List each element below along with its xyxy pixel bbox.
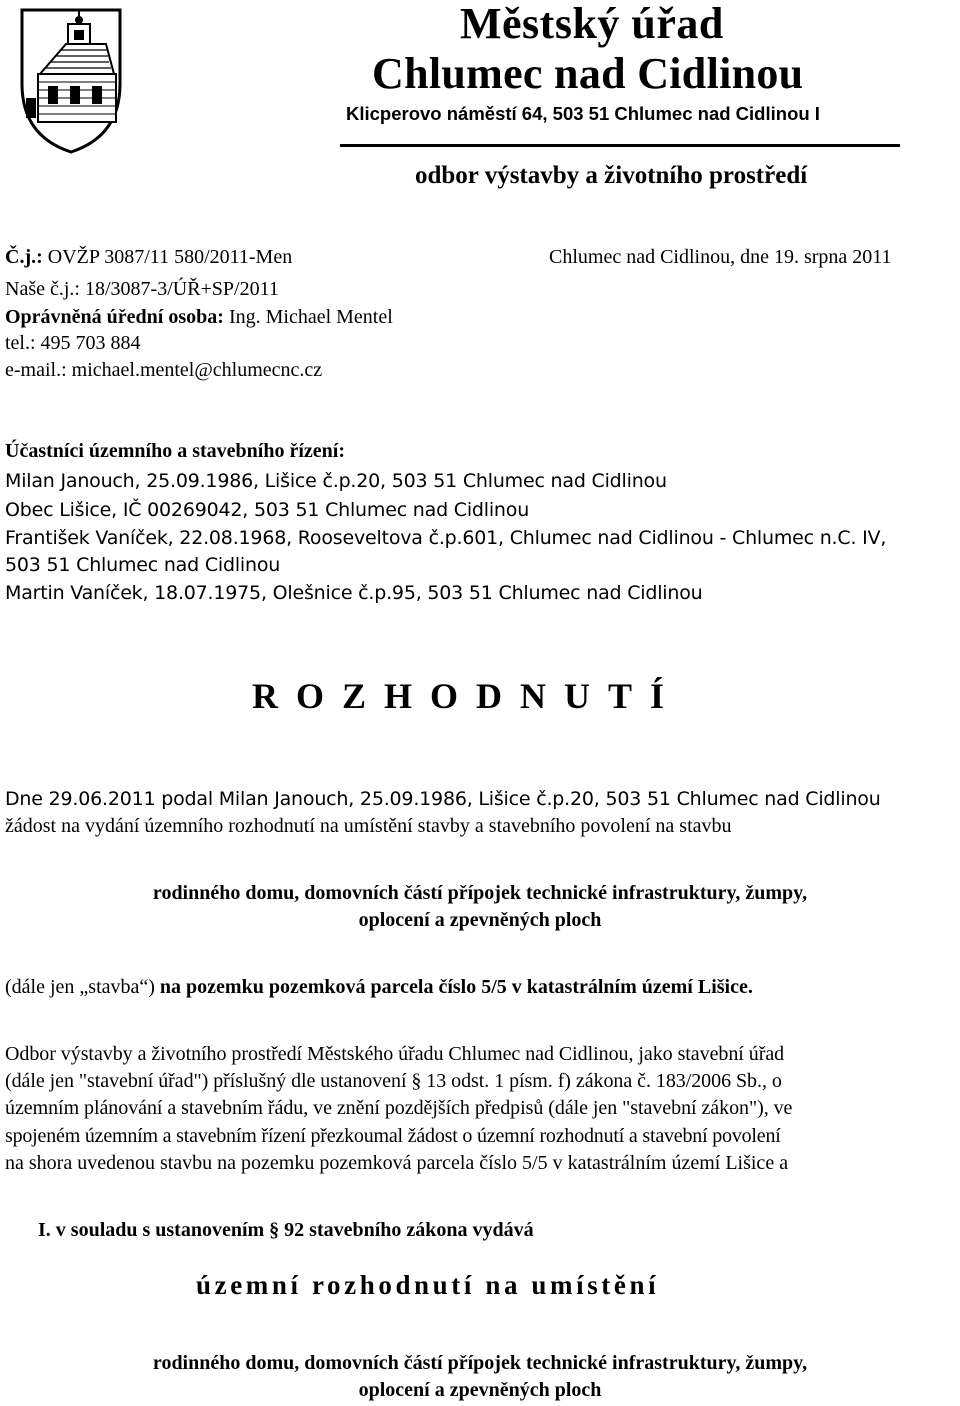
building-description: rodinného domu, domovních částí přípojek technické infrastruktury, žumpy, [152,1352,808,1374]
paragraph-line: (dále jen "stavební úřad") příslušný dle ustanovení § 13 odst. 1 písm. f) zákona č. 183/2006 Sb., o [5,1070,782,1092]
office-address: Klicperovo náměstí 64, 503 51 Chlumec nad Cidlinou I [346,103,820,124]
decision-title: ROZHODNUTÍ [252,676,683,716]
paragraph-line: územním plánování a stavebním řádu, ve znění pozdějších předpisů (dále jen "stavební zákon"), ve [5,1097,793,1119]
participant-line: 503 51 Chlumec nad Cidlinou [5,554,281,576]
office-title: Městský úřad [460,0,724,48]
parcel-statement: na pozemku pozemková parcela číslo 5/5 v katastrálním území Lišice. [159,976,753,998]
reference-label: Č.j.: [5,246,43,268]
request-line: žádost na vydání územního rozhodnutí na umístění stavby a stavebního povolení na stavbu [5,815,732,837]
section-i-heading: I. v souladu s ustanovením § 92 stavebního zákona vydává [38,1219,534,1241]
header-divider [340,144,900,147]
paragraph-line: Odbor výstavby a životního prostředí Městského úřadu Chlumec nad Cidlinou, jako stavební úřad [5,1043,785,1065]
official-person [5,306,393,329]
our-reference: Naše č.j.: 18/3087-3/ÚŘ+SP/2011 [5,278,279,300]
office-name: Chlumec nad Cidlinou [372,49,804,98]
coat-of-arms-logo [18,6,124,154]
building-description: oplocení a zpevněných ploch [358,1379,602,1401]
telephone: tel.: 495 703 884 [5,332,141,354]
building-description: rodinného domu, domovních částí přípojek technické infrastruktury, žumpy, [152,882,808,904]
reference-value: OVŽP 3087/11 580/2011-Men [42,246,293,268]
official-label: Oprávněná úřední osoba: [5,306,224,328]
paragraph-line: na shora uvedenou stavbu na pozemku pozemková parcela číslo 5/5 v katastrálním území Lišice a [5,1152,789,1174]
email: e-mail.: michael.mentel@chlumecnc.cz [5,359,323,381]
department-name: odbor výstavby a životního prostředí [415,162,808,189]
place-and-date: Chlumec nad Cidlinou, dne 19. srpna 2011 [549,246,892,268]
further-prefix: (dále jen „stavba“) [5,976,160,998]
decision-type-title: územní rozhodnutí na umístění [196,1270,660,1300]
reference-number [5,246,292,269]
paragraph-line: spojeném územním a stavebním řízení přezkoumal žádost o územní rozhodnutí a stavební povolení [5,1125,781,1147]
request-line: Dne 29.06.2011 podal Milan Janouch, 25.09.1986, Lišice č.p.20, 503 51 Chlumec nad Cidlinou [5,788,881,810]
participant-line: Martin Vaníček, 18.07.1975, Olešnice č.p.95, 503 51 Chlumec nad Cidlinou [5,582,703,604]
participant-line: František Vaníček, 22.08.1968, Rooseveltova č.p.601, Chlumec nad Cidlinou - Chlumec n.C. IV, [5,527,887,549]
participant-line: Obec Lišice, IČ 00269042, 503 51 Chlumec nad Cidlinou [5,499,530,521]
further-as-building [5,976,955,999]
building-description: oplocení a zpevněných ploch [358,909,602,931]
participant-line: Milan Janouch, 25.09.1986, Lišice č.p.20, 503 51 Chlumec nad Cidlinou [5,470,667,492]
official-name: Ing. Michael Mentel [223,306,393,328]
participants-heading: Účastníci územního a stavebního řízení: [5,440,345,462]
